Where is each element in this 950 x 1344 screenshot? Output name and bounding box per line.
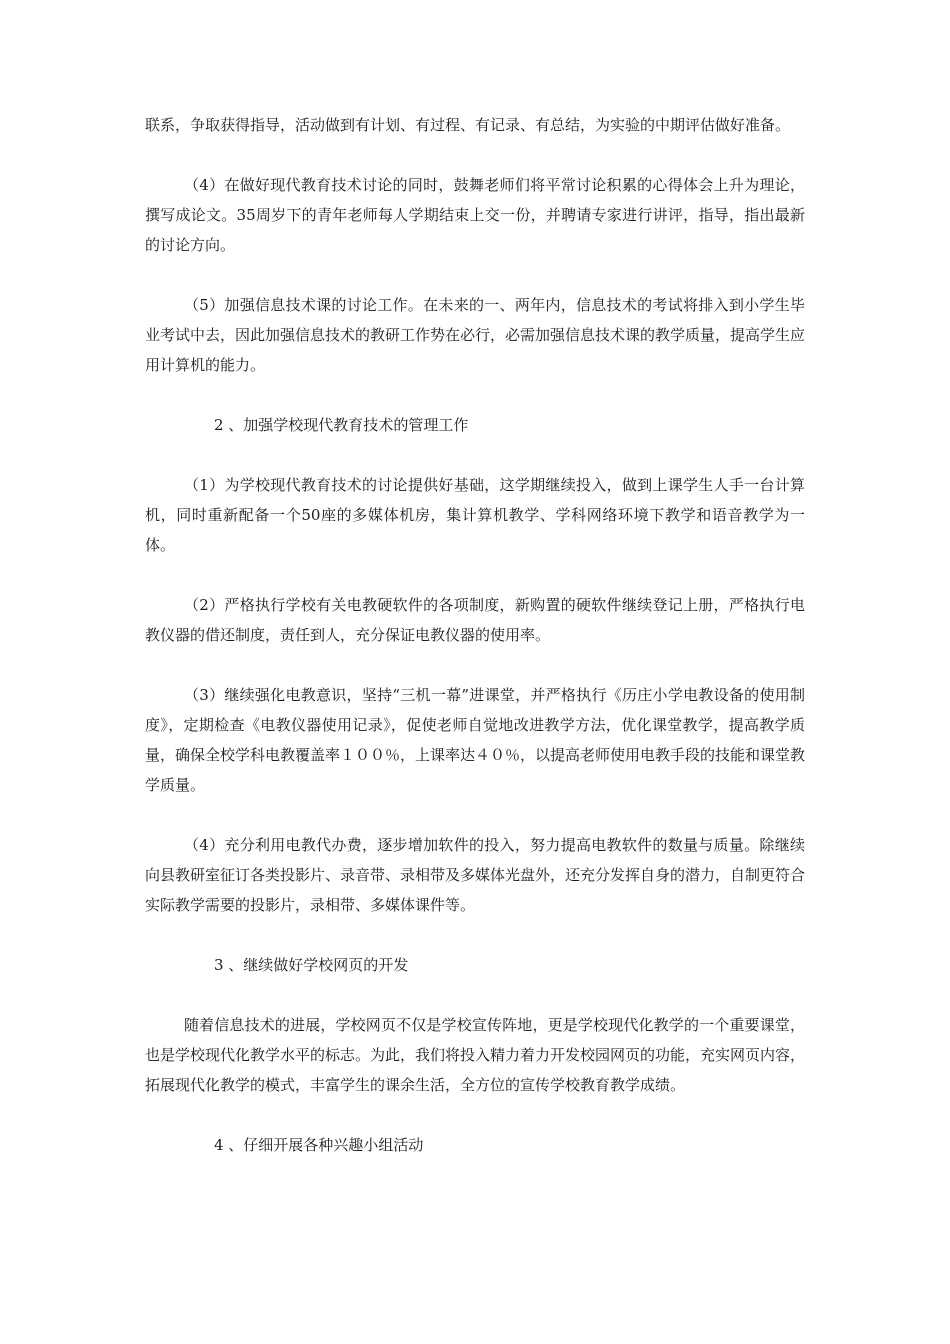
paragraph-continuation: 联系，争取获得指导，活动做到有计划、有过程、有记录、有总结，为实验的中期评估做好准备。: [145, 116, 791, 134]
paragraph-item-3-awareness: （3）继续强化电教意识，坚持“三机一幕”进课堂，并严格执行《历庄小学电教设备的使用制度》，定期检查《电教仪器使用记录》，促使老师自觉地改进教学方法，优化课堂教学，提高教学质量，确保全校学科电教覆盖率１００％，上课率达４０％，以提高老师使用电教手段的技能和课堂教学质量。: [145, 686, 806, 794]
paragraph-item-4-research: （4）在做好现代教育技术讨论的同时，鼓舞老师们将平常讨论积累的心得体会上升为理论，撰写成论文。35周岁下的青年老师每人学期结束上交一份，并聘请专家进行讲评，指导，指出最新的讨论方向。: [145, 176, 805, 254]
section-heading-3: 3 、继续做好学校网页的开发: [214, 956, 409, 974]
section-heading-4: 4 、仔细开展各种兴趣小组活动: [214, 1136, 424, 1154]
paragraph-webpage: 随着信息技术的进展，学校网页不仅是学校宣传阵地，更是学校现代化教学的一个重要课堂，也是学校现代化教学水平的标志。为此，我们将投入精力着力开发校园网页的功能，充实网页内容，拓展现代化教学的模式，丰富学生的课余生活，全方位的宣传学校教育教学成绩。: [145, 1016, 806, 1094]
section-heading-2: 2 、加强学校现代教育技术的管理工作: [214, 416, 469, 434]
paragraph-item-4-software: （4）充分利用电教代办费，逐步增加软件的投入，努力提高电教软件的数量与质量。除继续向县教研室征订各类投影片、录音带、录相带及多媒体光盘外，还充分发挥自身的潜力，自制更符合实际教学需要的投影片，录相带、多媒体课件等。: [145, 836, 806, 914]
paragraph-item-1-foundation: （1）为学校现代教育技术的讨论提供好基础，这学期继续投入，做到上课学生人手一台计算机，同时重新配备一个50座的多媒体机房，集计算机教学、学科网络环境下教学和语音教学为一体。: [145, 476, 805, 554]
document-body: [145, 110, 805, 1190]
paragraph-item-5-it-course: （5）加强信息技术课的讨论工作。在未来的一、两年内，信息技术的考试将排入到小学生毕业考试中去，因此加强信息技术的教研工作势在必行，必需加强信息技术课的教学质量，提高学生应用计算机的能力。: [145, 296, 806, 374]
paragraph-item-2-regulations: （2）严格执行学校有关电教硬软件的各项制度，新购置的硬软件继续登记上册，严格执行电教仪器的借还制度，责任到人，充分保证电教仪器的使用率。: [145, 596, 805, 644]
